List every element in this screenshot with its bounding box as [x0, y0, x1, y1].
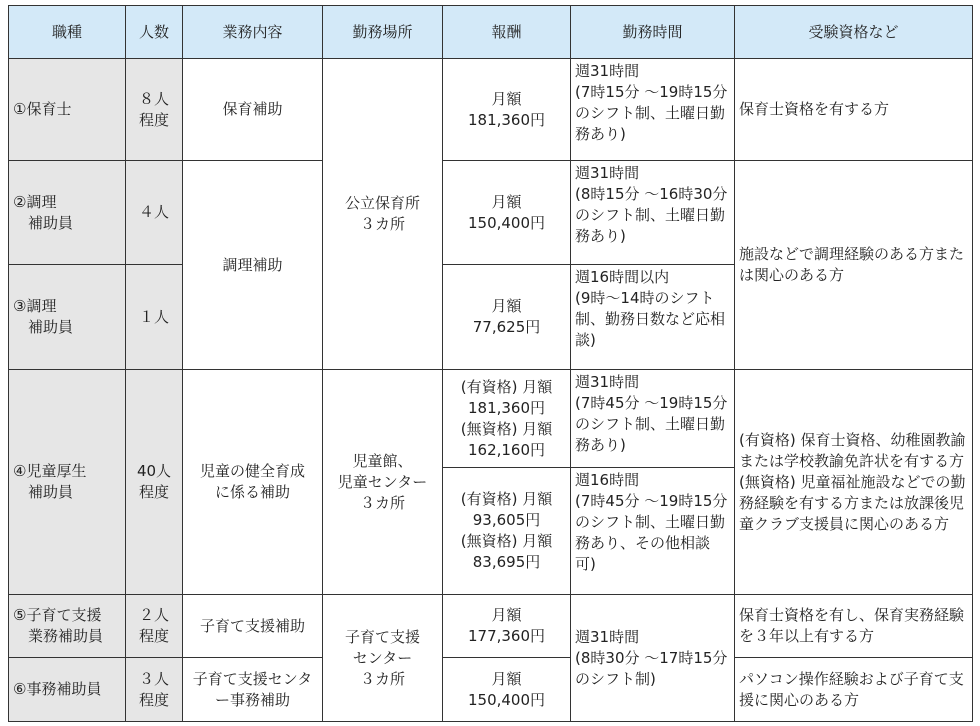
job-requirements: 保育士資格を有し、保育実務経験を３年以上有する方	[735, 595, 973, 658]
job-pay: (有資格) 月額 93,605円 (無資格) 月額 83,695円	[443, 468, 571, 595]
header-count: 人数	[126, 6, 183, 59]
job-duties: 子育て支援補助	[183, 595, 323, 658]
table-row	[9, 658, 973, 722]
job-pay: 月額 181,360円	[443, 59, 571, 161]
job-count: ３人 程度	[126, 658, 183, 722]
table-row	[9, 370, 973, 468]
job-place: 公立保育所 ３カ所	[323, 59, 443, 370]
job-title: ④児童厚生 補助員	[9, 370, 126, 595]
job-title: ⑥事務補助員	[9, 658, 126, 722]
job-duties: 保育補助	[183, 59, 323, 161]
job-hours: 週31時間 (7時15分 ～19時15分のシフト制、土曜日勤務あり)	[571, 59, 735, 161]
job-hours: 週16時間 (7時45分 ～19時15分のシフト制、土曜日勤務あり、その他相談可)	[571, 468, 735, 595]
header-place: 勤務場所	[323, 6, 443, 59]
job-count: ８人 程度	[126, 59, 183, 161]
job-count: ４人	[126, 161, 183, 265]
job-pay: 月額 150,400円	[443, 161, 571, 265]
header-job-type: 職種	[9, 6, 126, 59]
job-pay: 月額 177,360円	[443, 595, 571, 658]
header-row	[9, 6, 973, 59]
job-table	[8, 5, 973, 722]
header-duties: 業務内容	[183, 6, 323, 59]
job-requirements: 施設などで調理経験のある方または関心のある方	[735, 161, 973, 370]
job-hours: 週31時間 (8時30分 ～17時15分のシフト制)	[571, 595, 735, 722]
table-row	[9, 59, 973, 161]
job-pay: (有資格) 月額 181,360円 (無資格) 月額 162,160円	[443, 370, 571, 468]
job-duties: 児童の健全育成 に係る補助	[183, 370, 323, 595]
job-duties: 調理補助	[183, 161, 323, 370]
header-pay: 報酬	[443, 6, 571, 59]
job-duties: 子育て支援センター事務補助	[183, 658, 323, 722]
job-title: ③調理 補助員	[9, 265, 126, 370]
job-title: ⑤子育て支援 業務補助員	[9, 595, 126, 658]
header-requirements: 受験資格など	[735, 6, 973, 59]
job-title: ②調理 補助員	[9, 161, 126, 265]
job-count: 40人 程度	[126, 370, 183, 595]
job-place: 子育て支援 センター ３カ所	[323, 595, 443, 722]
job-count: １人	[126, 265, 183, 370]
job-requirements: (有資格) 保育士資格、幼稚園教諭または学校教諭免許状を有する方 (無資格) 児童福祉施設などでの勤務経験を有する方または放課後児童クラブ支援員に関心のある方	[735, 370, 973, 595]
job-hours: 週31時間 (7時45分 ～19時15分のシフト制、土曜日勤務あり)	[571, 370, 735, 468]
table-row	[9, 595, 973, 658]
job-place: 児童館、 児童センター ３カ所	[323, 370, 443, 595]
table-row	[9, 161, 973, 265]
header-hours: 勤務時間	[571, 6, 735, 59]
job-requirements: パソコン操作経験および子育て支援に関心のある方	[735, 658, 973, 722]
job-hours: 週31時間 (8時15分 ～16時30分のシフト制、土曜日勤務あり)	[571, 161, 735, 265]
job-count: ２人 程度	[126, 595, 183, 658]
job-pay: 月額 150,400円	[443, 658, 571, 722]
job-title: ①保育士	[9, 59, 126, 161]
job-hours: 週16時間以内 (9時～14時のシフト制、勤務日数など応相談)	[571, 265, 735, 370]
job-pay: 月額 77,625円	[443, 265, 571, 370]
job-requirements: 保育士資格を有する方	[735, 59, 973, 161]
